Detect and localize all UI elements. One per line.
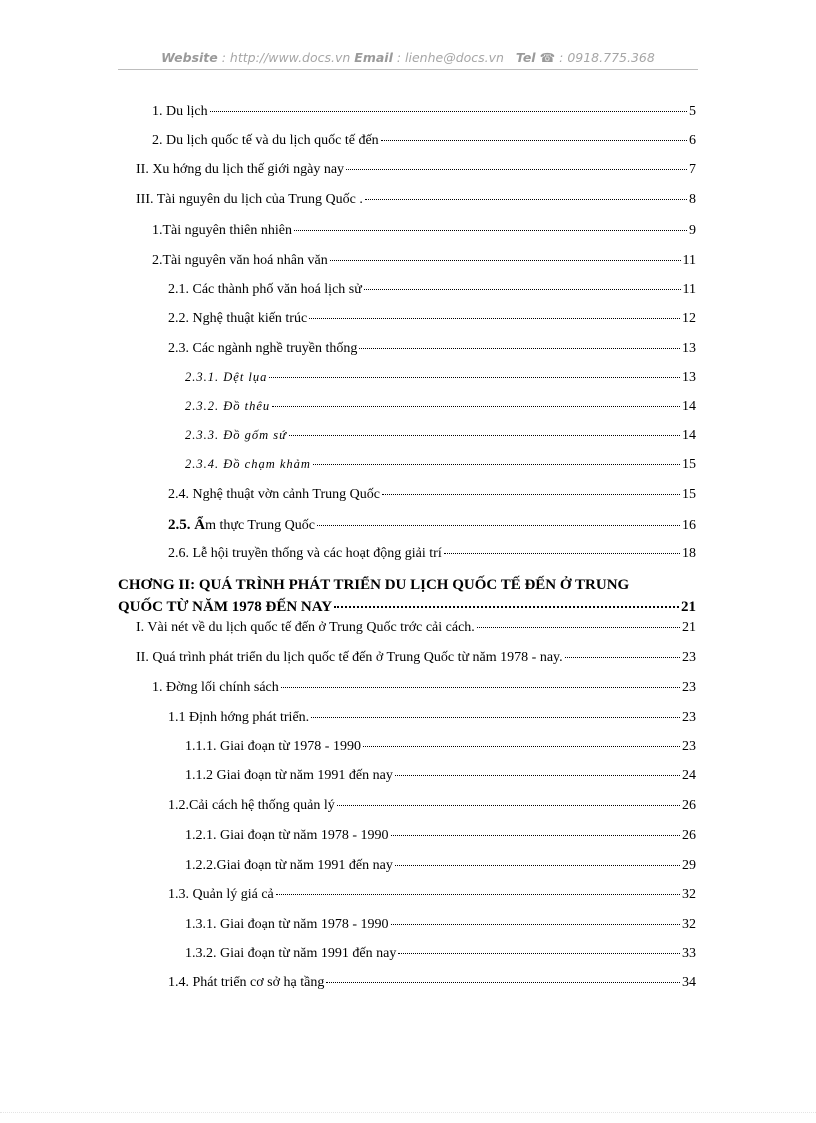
toc-leader — [565, 657, 680, 658]
toc-entry-title: 1.3.2. Giai đoạn từ năm 1991 đến nay — [185, 946, 397, 961]
website-label: Website — [161, 50, 218, 65]
toc-entry-page: 9 — [689, 223, 696, 238]
toc-entry[interactable] — [168, 887, 696, 909]
toc-leader — [210, 111, 687, 112]
toc-entry-title: II. Xu hớng du lịch thế giới ngày nay — [136, 162, 345, 177]
toc-leader — [269, 377, 680, 378]
toc-leader — [363, 746, 680, 747]
toc-entry-title: 1.1.1. Giai đoạn từ 1978 - 1990 — [185, 739, 361, 754]
toc-entry[interactable] — [185, 828, 696, 850]
toc-leader — [382, 494, 680, 495]
toc-entry-page: 12 — [682, 311, 696, 326]
toc-entry-page: 15 — [682, 487, 696, 502]
toc-entry-title: 2.2. Nghệ thuật kiến trúc — [168, 311, 308, 326]
page-header — [118, 50, 698, 65]
toc-leader — [334, 606, 679, 608]
toc-entry-title: 2.4. Nghệ thuật vờn cảnh Trung Quốc — [168, 487, 380, 502]
email-label: Email — [354, 50, 393, 65]
toc-entry-title: 1.2.2.Giai đoạn từ năm 1991 đến nay — [185, 858, 393, 873]
toc-entry-title: 2.3.4. Đồ chạm khảm — [185, 457, 311, 471]
toc-entry-title: 2.Tài nguyên văn hoá nhân văn — [152, 253, 328, 268]
toc-entry[interactable] — [185, 946, 696, 968]
toc-entry-title: 1.2.Cải cách hệ thống quản lý — [168, 798, 335, 813]
toc-entry-page: 8 — [689, 192, 696, 207]
toc-leader — [309, 318, 680, 319]
toc-leader — [294, 230, 687, 231]
toc-entry-page: 11 — [682, 253, 696, 268]
toc-entry-title: II. Quá trình phát triển du lịch quốc tế đến ở Trung Quốc từ năm 1978 - nay. — [136, 650, 563, 665]
toc-entry-page: 11 — [682, 282, 696, 297]
toc-entry-page: 13 — [682, 341, 696, 356]
toc-entry-title: 1.4. Phát triển cơ sở hạ tầng — [168, 975, 325, 990]
toc-leader — [477, 627, 680, 628]
toc-entry[interactable] — [185, 917, 696, 939]
toc-leader — [346, 169, 687, 170]
toc-entry-number: 2.5. Ẩ — [168, 517, 206, 533]
toc-entry[interactable] — [168, 710, 696, 732]
toc-entry[interactable] — [185, 428, 696, 450]
toc-leader — [317, 525, 680, 526]
toc-entry[interactable] — [168, 975, 696, 997]
toc-leader — [281, 687, 680, 688]
toc-entry-page: 34 — [682, 975, 696, 990]
toc-entry[interactable] — [168, 517, 696, 539]
header-rule — [118, 69, 698, 70]
toc-entry[interactable] — [136, 192, 696, 214]
toc-entry-page: 26 — [682, 798, 696, 813]
toc-entry-page: 5 — [689, 104, 696, 119]
toc-entry-title: 1. Du lịch — [152, 104, 208, 119]
toc-entry-title: 1.1 Định hớng phát triển. — [168, 710, 310, 725]
toc-entry[interactable] — [168, 341, 696, 363]
toc-leader — [364, 289, 681, 290]
toc-entry[interactable] — [152, 104, 696, 126]
toc-entry-page: 23 — [682, 710, 696, 725]
toc-leader — [391, 924, 680, 925]
toc-entry[interactable] — [152, 680, 696, 702]
toc-entry-title: 1. Đờng lối chính sách — [152, 680, 279, 695]
toc-entry[interactable] — [168, 282, 696, 304]
toc-entry-title: 1.3.1. Giai đoạn từ năm 1978 - 1990 — [185, 917, 389, 932]
toc-entry-page: 14 — [682, 428, 696, 443]
toc-entry-page: 21 — [682, 620, 696, 635]
toc-leader — [391, 835, 680, 836]
toc-leader — [289, 435, 680, 436]
toc-entry-title: 1.3. Quản lý giá cả — [168, 887, 274, 902]
tel-number: : 0918.775.368 — [559, 50, 655, 65]
toc-entry[interactable] — [185, 768, 696, 790]
toc-entry-title: I. Vài nét về du lịch quốc tế đến ở Trung Quốc trớc cải cách. — [136, 620, 475, 635]
toc-entry-page: 24 — [682, 768, 696, 783]
toc-leader — [359, 348, 680, 349]
toc-entry-title: 2.3.2. Đồ thêu — [185, 399, 271, 413]
toc-entry-title: 1.1.2 Giai đoạn từ năm 1991 đến nay — [185, 768, 393, 783]
toc-entry-title: 1.Tài nguyên thiên nhiên — [152, 223, 292, 238]
toc-leader — [337, 805, 680, 806]
toc-entry-page: 32 — [682, 887, 696, 902]
footer-rule — [0, 1112, 816, 1113]
toc-entry[interactable] — [152, 253, 696, 275]
toc-leader — [326, 982, 680, 983]
toc-entry[interactable] — [185, 370, 696, 392]
toc-entry-page: 16 — [682, 518, 696, 533]
toc-entry-page: 15 — [682, 457, 696, 472]
toc-leader — [398, 953, 680, 954]
toc-leader — [311, 717, 680, 718]
toc-entry-page: 32 — [682, 917, 696, 932]
website-url[interactable]: : http://www.docs.vn — [217, 50, 355, 65]
toc-entry-title: 2.1. Các thành phố văn hoá lịch sử — [168, 282, 362, 297]
toc-entry-title: 1.2.1. Giai đoạn từ năm 1978 - 1990 — [185, 828, 389, 843]
toc-leader — [272, 406, 680, 407]
chapter-title-line2: QUỐC TỪ NĂM 1978 ĐẾN NAY — [118, 599, 333, 615]
toc-entry-page: 13 — [682, 370, 696, 385]
toc-leader — [276, 894, 680, 895]
toc-leader — [381, 140, 687, 141]
toc-entry-title: 2.6. Lễ hội truyền thống và các hoạt động giải trí — [168, 546, 442, 561]
toc-entry[interactable] — [136, 162, 696, 184]
email-address[interactable]: : lienhe@docs.vn — [392, 50, 508, 65]
toc-entry-page: 33 — [682, 946, 696, 961]
toc-entry-page: 26 — [682, 828, 696, 843]
toc-entry-page: 18 — [682, 546, 696, 561]
toc-entry[interactable] — [152, 133, 696, 155]
toc-entry-title: 2. Du lịch quốc tế và du lịch quốc tế đến — [152, 133, 379, 148]
toc-entry[interactable] — [185, 457, 696, 479]
toc-leader — [395, 865, 680, 866]
toc-entry[interactable] — [136, 620, 696, 642]
toc-entry[interactable] — [152, 223, 696, 245]
toc-entry-page: 29 — [682, 858, 696, 873]
toc-entry[interactable] — [168, 798, 696, 820]
toc-leader — [395, 775, 680, 776]
phone-icon: ☎ — [539, 50, 556, 65]
tel-label: Tel — [515, 50, 536, 65]
toc-entry[interactable] — [185, 399, 696, 421]
toc-entry-page: 23 — [682, 650, 696, 665]
chapter-heading[interactable] — [118, 574, 696, 618]
toc-leader — [365, 199, 687, 200]
toc-entry-page: 6 — [689, 133, 696, 148]
toc-entry-page: 7 — [689, 162, 696, 177]
toc-entry[interactable] — [185, 858, 696, 880]
toc-entry[interactable] — [168, 546, 696, 568]
toc-entry[interactable] — [185, 739, 696, 761]
toc-leader — [313, 464, 680, 465]
toc-entry-title: 2.3.3. Đồ gốm sứ — [185, 428, 287, 442]
toc-entry-title: III. Tài nguyên du lịch của Trung Quốc . — [136, 192, 363, 207]
toc-entry-page: 14 — [682, 399, 696, 414]
toc-entry[interactable] — [168, 487, 696, 509]
toc-leader — [444, 553, 680, 554]
toc-entry-page: 23 — [682, 739, 696, 754]
toc-entry-title: 2.5. Ẩm thực Trung Quốc — [168, 517, 315, 533]
toc-entry-title: 2.3.1. Dệt lụa — [185, 370, 268, 384]
toc-entry-page: 23 — [682, 680, 696, 695]
toc-entry[interactable] — [136, 650, 696, 672]
toc-entry-title: 2.3. Các ngành nghề truyền thống — [168, 341, 358, 356]
chapter-page: 21 — [681, 599, 696, 615]
toc-entry[interactable] — [168, 311, 696, 333]
toc-leader — [330, 260, 681, 261]
chapter-title-line1: CHƠNG II: QUÁ TRÌNH PHÁT TRIỂN DU LỊCH QUỐC TẾ ĐẾN Ở TRUNG — [118, 577, 630, 593]
